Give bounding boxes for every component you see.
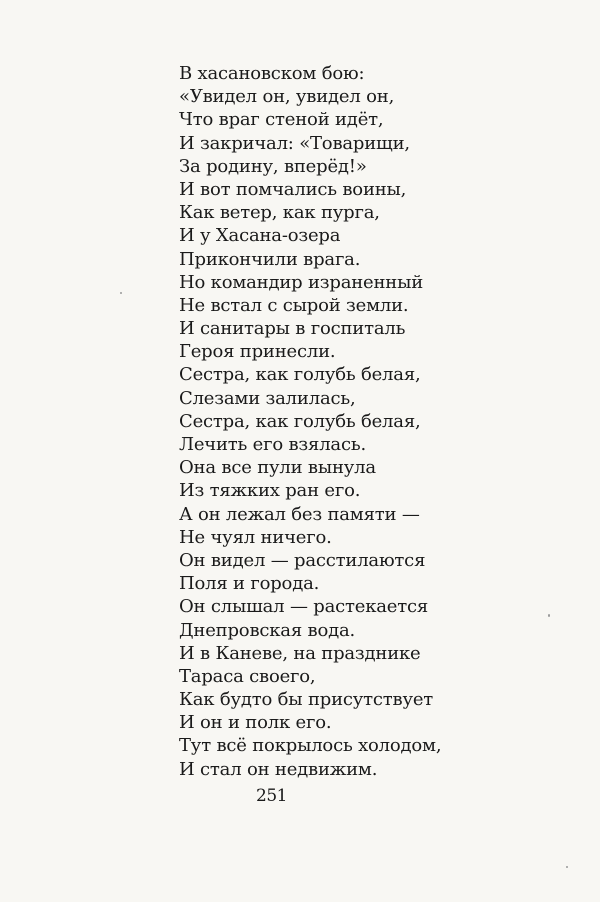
poem-line: А он лежал без памяти — xyxy=(179,503,420,525)
poem-line: Он слышал — растекается xyxy=(179,596,429,618)
poem-line: Тут всё покрылось холодом, xyxy=(179,735,442,757)
poem-line: Не чуял ничего. xyxy=(179,526,332,548)
poem-line: «Увидел он, увидел он, xyxy=(179,86,395,108)
poem-line: И вот помчались воины, xyxy=(179,178,407,200)
poem-line: Он видел — расстилаются xyxy=(179,549,426,571)
poem-line: И закричал: «Товарищи, xyxy=(179,132,410,154)
poem-line: Лечить его взялась. xyxy=(179,434,366,455)
poem-line: И в Каневе, на празднике xyxy=(179,642,421,664)
poem-line: Как будто бы присутствует xyxy=(179,689,434,711)
poem-line: Днепровская вода. xyxy=(179,619,356,641)
poem-line: Поля и города. xyxy=(179,573,320,595)
poem-line: И он и полк его. xyxy=(179,712,332,734)
page-number: 251 xyxy=(256,786,287,806)
poem-line: Тараса своего, xyxy=(179,665,316,687)
poem-line: Героя принесли. xyxy=(179,341,336,363)
scan-speck xyxy=(566,866,568,868)
poem-line: Но командир израненный xyxy=(179,271,424,293)
poem-line: Сестра, как голубь белая, xyxy=(179,410,421,432)
poem-line: Слезами залилась, xyxy=(179,387,356,409)
poem-line: Сестра, как голубь белая, xyxy=(179,364,421,386)
poem-line: За родину, вперёд!» xyxy=(179,155,367,177)
poem-line: И стал он недвижим. xyxy=(179,758,378,780)
poem-line: Как ветер, как пурга, xyxy=(179,202,380,224)
poem-line: И у Хасана-озера xyxy=(179,225,341,247)
poem-line: В хасановском бою: xyxy=(179,63,365,84)
poem-line: И санитары в госпиталь xyxy=(179,318,406,340)
poem-line: Прикончили врага. xyxy=(179,248,361,270)
poem-text xyxy=(179,62,441,781)
scan-speck xyxy=(548,614,550,617)
poem-line: Она все пули вынула xyxy=(179,457,376,479)
poem-line: Из тяжких ран его. xyxy=(179,480,361,502)
poem-line: Что враг стеной идёт, xyxy=(179,109,384,131)
scan-speck xyxy=(120,292,122,294)
poem-line: Не встал с сырой земли. xyxy=(179,294,409,316)
